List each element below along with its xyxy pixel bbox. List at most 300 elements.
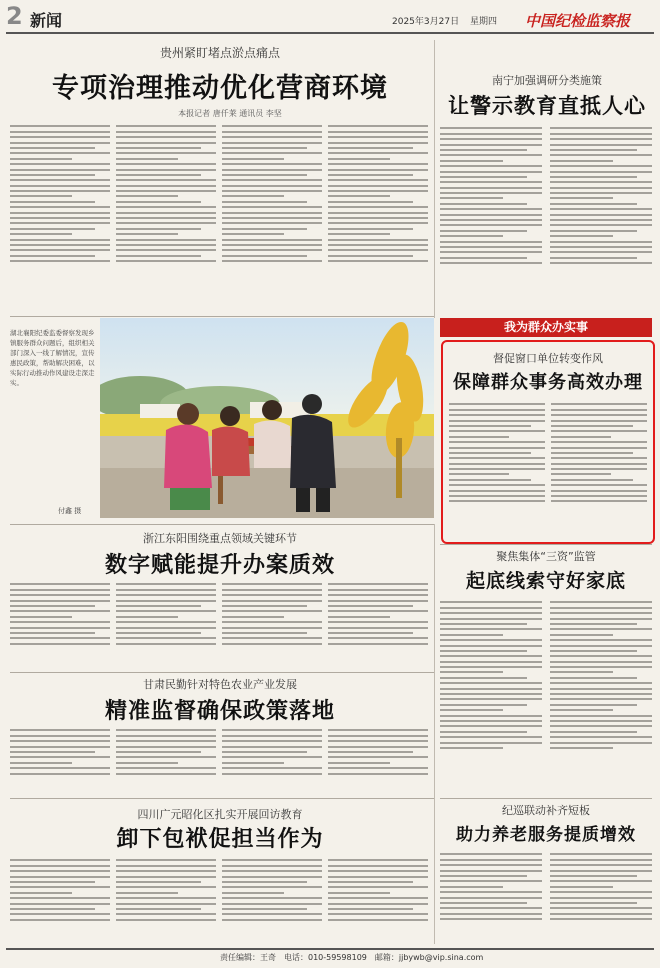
- body-text-line: [222, 174, 307, 176]
- sichuan-body-col3: [222, 856, 322, 944]
- body-text-line: [551, 490, 647, 492]
- body-text-line: [551, 463, 647, 465]
- body-text-line: [10, 610, 110, 612]
- body-text-line: [116, 610, 216, 612]
- body-text-line: [449, 473, 509, 475]
- nanning-headline: 让警示教育直抵人心: [448, 94, 646, 118]
- body-text-line: [222, 729, 322, 731]
- body-text-line: [440, 655, 542, 657]
- body-text-line: [222, 876, 322, 878]
- body-text-line: [550, 192, 652, 194]
- body-text-line: [440, 224, 542, 226]
- body-text-line: [116, 212, 216, 214]
- body-text-line: [440, 666, 542, 668]
- body-text-line: [550, 720, 652, 722]
- body-text-line: [440, 907, 542, 909]
- body-text-line: [551, 409, 647, 411]
- divider-v2: [434, 524, 435, 944]
- body-text-line: [449, 430, 545, 432]
- body-text-line: [10, 147, 95, 149]
- body-text-line: [449, 484, 545, 486]
- body-text-line: [328, 643, 428, 645]
- body-text-line: [440, 880, 542, 882]
- body-text-line: [449, 468, 545, 470]
- body-text-line: [222, 756, 322, 758]
- body-text-line: [550, 870, 652, 872]
- body-text-line: [440, 650, 527, 652]
- dongyang-body-col3: [222, 580, 322, 664]
- elder-body-col1: [440, 850, 542, 944]
- body-text-line: [440, 160, 503, 162]
- body-text-line: [551, 473, 611, 475]
- body-text-line: [551, 500, 647, 502]
- body-text-line: [550, 181, 652, 183]
- photo-caption: [10, 328, 96, 498]
- body-text-line: [440, 897, 542, 899]
- body-text-line: [116, 892, 178, 894]
- body-text-line: [10, 903, 110, 905]
- body-text-line: [440, 698, 542, 700]
- section-bar-serve-people: 我为群众办实事: [440, 318, 652, 337]
- body-text-line: [10, 627, 110, 629]
- body-text-line: [440, 715, 542, 717]
- body-text-line: [440, 859, 542, 861]
- body-text-line: [550, 661, 652, 663]
- body-text-line: [222, 881, 307, 883]
- body-text-line: [440, 176, 527, 178]
- body-text-line: [10, 919, 110, 921]
- body-text-line: [328, 136, 428, 138]
- body-text-line: [440, 864, 542, 866]
- body-text-line: [550, 224, 652, 226]
- body-text-line: [440, 241, 542, 243]
- body-text-line: [328, 751, 413, 753]
- body-text-line: [551, 484, 647, 486]
- photo-credit: 付鑫 摄: [58, 507, 82, 515]
- body-text-line: [550, 612, 652, 614]
- body-text-line: [449, 457, 545, 459]
- body-text-line: [222, 605, 307, 607]
- body-text-line: [222, 222, 322, 224]
- body-text-line: [222, 255, 307, 257]
- body-text-line: [550, 886, 613, 888]
- body-text-line: [440, 214, 542, 216]
- body-text-line: [116, 228, 201, 230]
- body-text-line: [222, 228, 307, 230]
- body-text-line: [440, 870, 542, 872]
- body-text-line: [449, 452, 531, 454]
- body-text-line: [222, 190, 322, 192]
- body-text-line: [328, 228, 413, 230]
- body-text-line: [440, 682, 542, 684]
- body-text-line: [222, 919, 322, 921]
- body-text-line: [550, 251, 652, 253]
- body-text-line: [550, 230, 637, 232]
- body-text-line: [222, 767, 322, 769]
- featured-article-frame: [441, 340, 655, 544]
- body-text-line: [10, 222, 110, 224]
- body-text-line: [10, 255, 95, 257]
- body-text-line: [550, 144, 652, 146]
- body-text-line: [10, 876, 110, 878]
- body-text-line: [10, 136, 110, 138]
- body-text-line: [10, 605, 95, 607]
- body-text-line: [116, 643, 216, 645]
- dongyang-body-col4: [328, 580, 428, 664]
- body-text-line: [440, 601, 542, 603]
- body-text-line: [328, 169, 428, 171]
- body-text-line: [116, 762, 178, 764]
- body-text-line: [440, 671, 503, 673]
- body-text-line: [222, 212, 322, 214]
- sichuan-body-col2: [116, 856, 216, 944]
- body-text-line: [10, 913, 110, 915]
- body-text-line: [550, 677, 637, 679]
- body-text-line: [222, 147, 307, 149]
- body-text-line: [116, 919, 216, 921]
- body-text-line: [440, 208, 542, 210]
- body-text-line: [10, 746, 110, 748]
- body-text-line: [550, 650, 637, 652]
- body-text-line: [440, 181, 542, 183]
- body-text-line: [10, 152, 110, 154]
- body-text-line: [116, 886, 216, 888]
- body-text-line: [328, 125, 428, 127]
- body-text-line: [10, 217, 110, 219]
- body-text-line: [440, 203, 527, 205]
- body-text-line: [550, 875, 637, 877]
- body-text-line: [116, 136, 216, 138]
- divider-h1: [10, 316, 434, 317]
- body-text-line: [222, 751, 307, 753]
- body-text-line: [328, 594, 428, 596]
- window-headline: 保障群众事务高效办理: [453, 372, 643, 393]
- body-text-line: [222, 163, 322, 165]
- body-text-line: [440, 144, 542, 146]
- body-text-line: [116, 616, 178, 618]
- elder-body-col2: [550, 850, 652, 944]
- body-text-line: [328, 600, 428, 602]
- body-text-line: [10, 260, 110, 262]
- body-text-line: [550, 897, 652, 899]
- body-text-line: [10, 179, 110, 181]
- body-text-line: [116, 158, 178, 160]
- dongyang-body-col1: [10, 580, 110, 664]
- body-text-line: [328, 589, 428, 591]
- body-text-line: [10, 142, 110, 144]
- body-text-line: [222, 244, 322, 246]
- body-text-line: [10, 163, 110, 165]
- body-text-line: [10, 594, 110, 596]
- body-text-line: [222, 249, 322, 251]
- body-text-line: [116, 756, 216, 758]
- body-text-line: [222, 195, 284, 197]
- body-text-line: [551, 420, 647, 422]
- sichuan-kicker: 四川广元昭化区扎实开展回访教育: [137, 808, 303, 821]
- body-text-line: [440, 709, 503, 711]
- masthead: [0, 0, 660, 36]
- body-text-line: [328, 163, 428, 165]
- gansu-body-col2: [116, 726, 216, 790]
- body-text-line: [449, 490, 545, 492]
- divider-v1: [434, 40, 435, 318]
- body-text-line: [222, 233, 284, 235]
- body-text-line: [551, 403, 647, 405]
- body-text-line: [116, 169, 216, 171]
- body-text-line: [222, 637, 322, 639]
- body-text-line: [116, 190, 216, 192]
- body-text-line: [550, 645, 652, 647]
- body-text-line: [116, 751, 201, 753]
- photo-scene-illustration: [100, 318, 434, 518]
- body-text-line: [10, 621, 110, 623]
- body-text-line: [328, 212, 428, 214]
- body-text-line: [10, 169, 110, 171]
- body-text-line: [551, 425, 633, 427]
- body-text-line: [328, 897, 428, 899]
- guizhou-body-col4: [328, 122, 428, 310]
- body-text-line: [328, 147, 413, 149]
- body-text-line: [116, 897, 216, 899]
- body-text-line: [440, 677, 527, 679]
- body-text-line: [550, 607, 652, 609]
- body-text-line: [328, 206, 428, 208]
- body-text-line: [222, 859, 322, 861]
- body-text-line: [440, 618, 542, 620]
- body-text-line: [328, 195, 390, 197]
- body-text-line: [328, 222, 428, 224]
- body-text-line: [328, 756, 428, 758]
- body-text-line: [328, 185, 428, 187]
- body-text-line: [222, 897, 322, 899]
- body-text-line: [116, 903, 216, 905]
- nanning-kicker: 南宁加强调研分类施策: [492, 74, 602, 87]
- body-text-line: [440, 251, 542, 253]
- window-body-col2: [551, 400, 647, 536]
- body-text-line: [328, 260, 428, 262]
- masthead-rule: [6, 32, 654, 34]
- body-text-line: [328, 233, 390, 235]
- body-text-line: [440, 165, 542, 167]
- body-text-line: [10, 239, 110, 241]
- body-text-line: [10, 600, 110, 602]
- guizhou-body-col2: [116, 122, 216, 310]
- body-text-line: [449, 409, 545, 411]
- body-text-line: [116, 179, 216, 181]
- body-text-line: [440, 192, 542, 194]
- body-text-line: [440, 902, 527, 904]
- body-text-line: [550, 634, 613, 636]
- body-text-line: [550, 197, 613, 199]
- body-text-line: [222, 870, 322, 872]
- body-text-line: [222, 217, 322, 219]
- body-text-line: [550, 176, 637, 178]
- body-text-line: [550, 628, 652, 630]
- guizhou-body-col3: [222, 122, 322, 310]
- guizhou-body-col1: [10, 122, 110, 310]
- body-text-line: [222, 583, 322, 585]
- body-text-line: [10, 174, 95, 176]
- body-text-line: [440, 720, 542, 722]
- body-text-line: [550, 698, 652, 700]
- sanzi-body-col1: [440, 598, 542, 794]
- body-text-line: [550, 639, 652, 641]
- body-text-line: [328, 881, 413, 883]
- body-text-line: [222, 746, 322, 748]
- body-text-line: [551, 495, 647, 497]
- body-text-line: [550, 907, 652, 909]
- body-text-line: [550, 623, 637, 625]
- body-text-line: [116, 147, 201, 149]
- body-text-line: [328, 244, 428, 246]
- section-name: 新闻: [30, 11, 63, 30]
- body-text-line: [116, 255, 201, 257]
- body-text-line: [550, 160, 613, 162]
- body-text-line: [440, 235, 503, 237]
- body-text-line: [550, 241, 652, 243]
- body-text-line: [328, 735, 428, 737]
- body-text-line: [328, 249, 428, 251]
- body-text-line: [440, 187, 542, 189]
- body-text-line: [328, 158, 390, 160]
- body-text-line: [440, 607, 542, 609]
- body-text-line: [328, 179, 428, 181]
- body-text-line: [328, 239, 428, 241]
- body-text-line: [440, 891, 542, 893]
- body-text-line: [550, 655, 652, 657]
- body-text-line: [550, 715, 652, 717]
- body-text-line: [328, 908, 413, 910]
- body-text-line: [550, 219, 652, 221]
- body-text-line: [10, 583, 110, 585]
- body-text-line: [10, 233, 72, 235]
- body-text-line: [449, 447, 545, 449]
- body-text-line: [116, 185, 216, 187]
- body-text-line: [116, 174, 201, 176]
- body-text-line: [116, 222, 216, 224]
- footer-rule: [6, 948, 654, 950]
- body-text-line: [222, 179, 322, 181]
- body-text-line: [550, 208, 652, 210]
- body-text-line: [10, 859, 110, 861]
- body-text-line: [550, 187, 652, 189]
- gansu-kicker: 甘肃民勤针对特色农业产业发展: [143, 678, 297, 691]
- body-text-line: [440, 257, 527, 259]
- body-text-line: [440, 634, 503, 636]
- gansu-headline: 精准监督确保政策落地: [104, 699, 335, 724]
- body-text-line: [550, 913, 652, 915]
- body-text-line: [440, 693, 542, 695]
- body-text-line: [440, 731, 527, 733]
- body-text-line: [550, 127, 652, 129]
- sanzi-body-col2: [550, 598, 652, 794]
- body-text-line: [440, 623, 527, 625]
- body-text-line: [10, 643, 110, 645]
- body-text-line: [551, 436, 611, 438]
- body-text-line: [222, 616, 284, 618]
- body-text-line: [328, 767, 428, 769]
- body-text-line: [328, 637, 428, 639]
- nanning-body-col1: [440, 124, 542, 310]
- body-text-line: [116, 870, 216, 872]
- body-text-line: [328, 583, 428, 585]
- body-text-line: [116, 740, 216, 742]
- nanning-body-col2: [550, 124, 652, 310]
- body-text-line: [440, 918, 542, 920]
- gansu-body-col3: [222, 726, 322, 790]
- body-text-line: [222, 621, 322, 623]
- divider-h5: [440, 798, 652, 799]
- body-text-line: [116, 239, 216, 241]
- body-text-line: [116, 600, 216, 602]
- body-text-line: [550, 709, 613, 711]
- news-photo: [100, 318, 434, 518]
- body-text-line: [116, 605, 201, 607]
- body-text-line: [328, 913, 428, 915]
- body-text-line: [328, 627, 428, 629]
- body-text-line: [440, 747, 503, 749]
- body-text-line: [551, 479, 633, 481]
- body-text-line: [449, 479, 531, 481]
- body-text-line: [550, 731, 637, 733]
- body-text-line: [550, 666, 652, 668]
- body-text-line: [222, 185, 322, 187]
- body-text-line: [550, 154, 652, 156]
- body-text-line: [222, 142, 322, 144]
- body-text-line: [440, 875, 527, 877]
- body-text-line: [222, 169, 322, 171]
- body-text-line: [10, 131, 110, 133]
- body-text-line: [551, 441, 647, 443]
- body-text-line: [550, 601, 652, 603]
- body-text-line: [550, 171, 652, 173]
- body-text-line: [440, 127, 542, 129]
- body-text-line: [328, 859, 428, 861]
- body-text-line: [550, 165, 652, 167]
- sichuan-body-col4: [328, 856, 428, 944]
- dongyang-headline: 数字赋能提升办案质效: [104, 553, 335, 578]
- body-text-line: [440, 886, 503, 888]
- body-text-line: [551, 468, 647, 470]
- body-text-line: [10, 756, 110, 758]
- body-text-line: [550, 693, 652, 695]
- body-text-line: [440, 736, 542, 738]
- body-text-line: [550, 671, 613, 673]
- photo-caption-text: 湖北襄阳纪委监委督察发现乡镇服务群众问题后，组织相关部门深入一线了解情况，宣传惠民政策，帮助解决困难，以实际行动推动作风建设走深走实。: [10, 329, 95, 387]
- body-text-line: [116, 913, 216, 915]
- body-text-line: [222, 627, 322, 629]
- body-text-line: [222, 594, 322, 596]
- body-text-line: [10, 195, 72, 197]
- body-text-line: [116, 131, 216, 133]
- sichuan-headline: 卸下包袱促担当作为: [116, 827, 324, 852]
- body-text-line: [550, 214, 652, 216]
- body-text-line: [440, 154, 542, 156]
- body-text-line: [328, 886, 428, 888]
- body-text-line: [10, 870, 110, 872]
- body-text-line: [550, 682, 652, 684]
- body-text-line: [550, 246, 652, 248]
- dongyang-kicker: 浙江东阳围绕重点领域关键环节: [143, 532, 297, 545]
- body-text-line: [10, 773, 110, 775]
- body-text-line: [440, 704, 527, 706]
- body-text-line: [116, 632, 201, 634]
- page-number: 2: [6, 2, 23, 30]
- body-text-line: [440, 628, 542, 630]
- issue-weekday: 星期四: [470, 17, 498, 27]
- body-text-line: [116, 767, 216, 769]
- body-text-line: [440, 853, 542, 855]
